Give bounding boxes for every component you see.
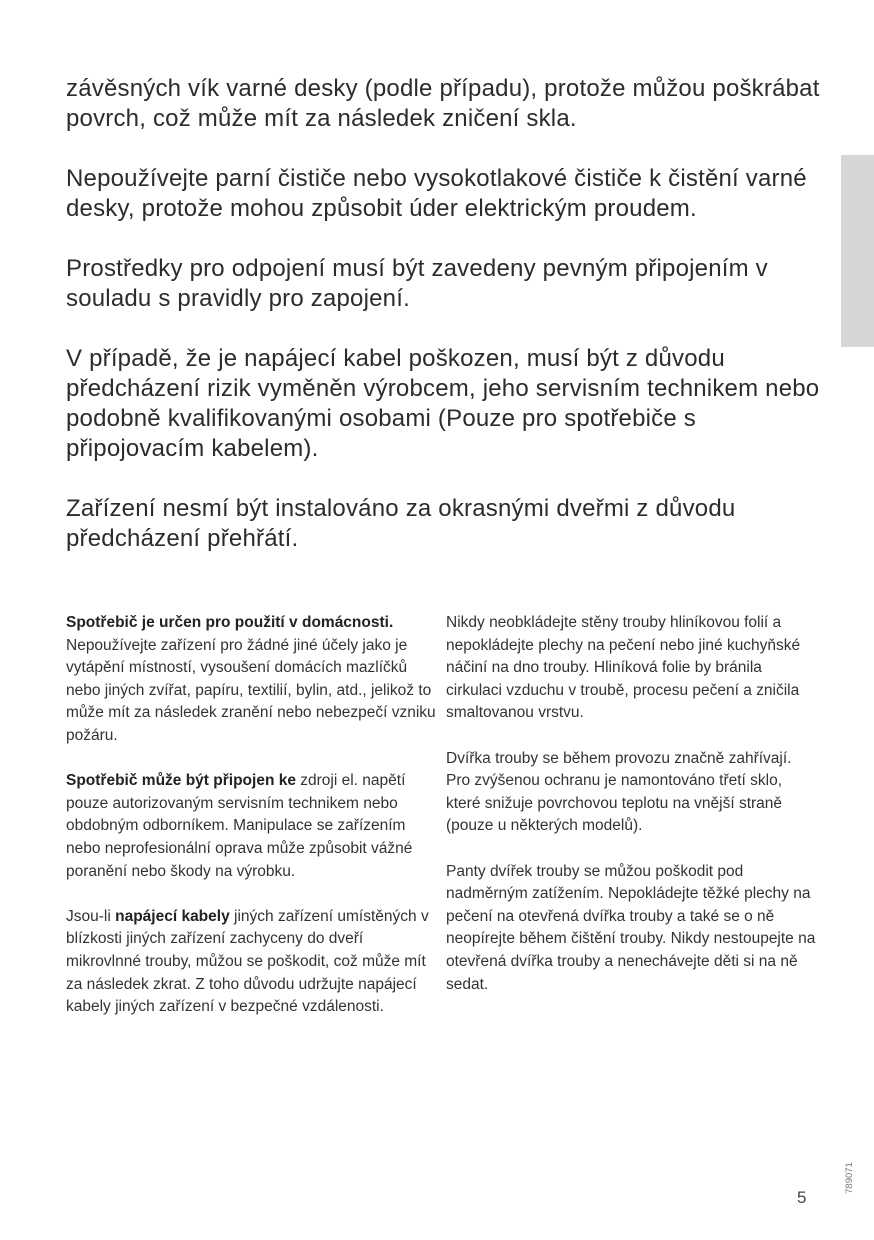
page-number: 5 bbox=[797, 1188, 807, 1207]
bold-lead: Spotřebič může být připojen ke bbox=[66, 772, 296, 790]
right-paragraph-door-heat: Dvířka trouby se během provozu značně zahřívají. Pro zvýšenou ochranu je namontováno třetí sklo, které snižuje povrchovou teplotu na vnější straně (pouze u některých modelů). bbox=[446, 749, 792, 835]
paragraph-text: Nepoužívejte zařízení pro žádné jiné účely jako je vytápění místností, vysoušení domácích mazlíčků nebo jiných zvířat, papíru, textilií, bylin, atd., jelikož to může mít za následek zranění nebo nebezpečí vzniku požáru. bbox=[66, 636, 436, 744]
document-code: 789071 bbox=[844, 1162, 855, 1194]
bold-phrase: napájecí kabely bbox=[115, 907, 230, 925]
right-paragraph-hinges: Panty dvířek trouby se můžou poškodit pod nadměrným zatížením. Nepokládejte těžké plechy na pečení na otevřená dvířka trouby a také se o ně neopírejte během čištění trouby. Nikdy nestoupejte na otevřená dvířka trouby a nenechávejte děti si na ně sedat. bbox=[446, 862, 816, 993]
bold-lead: Spotřebič je určen pro použití v domácnosti. bbox=[66, 614, 394, 631]
right-column bbox=[446, 612, 818, 1019]
left-paragraph-connection bbox=[66, 770, 438, 883]
paragraph-text: jiných zařízení umístěných v blízkosti jiných zařízení zachyceny do dveří mikrovlnné trouby, můžou se poškodit, což může mít za následek zkrat. Z toho důvodu udržujte napájecí kabely jiných zařízení v bezpečné vzdálenosti. bbox=[66, 907, 429, 1016]
intro-paragraph: V případě, že je napájecí kabel poškozen, musí být z důvodu předcházení rizik vyměněn výrobcem, jeho servisním technikem nebo podobně kvalifikovanými osobami (Pouze pro spotřebiče s připojovacím kabelem). bbox=[66, 345, 820, 462]
intro-paragraph: závěsných vík varné desky (podle případu), protože můžou poškrábat povrch, což může mít za následek zničení skla. bbox=[66, 75, 820, 132]
left-paragraph-power-cables bbox=[66, 906, 438, 1019]
left-column bbox=[66, 612, 438, 1041]
paragraph-text: Jsou-li bbox=[66, 907, 116, 925]
right-paragraph-foil: Nikdy neobkládejte stěny trouby hliníkovou folií a nepokládejte plechy na pečení nebo jiné kuchyňské náčiní na dno trouby. Hliníková folie by bránila cirkulaci vzduchu v troubě, procesu pečení a zničila smaltovanou vrstvu. bbox=[446, 614, 801, 722]
intro-section bbox=[66, 74, 836, 584]
section-side-tab bbox=[841, 155, 874, 347]
intro-paragraph: Prostředky pro odpojení musí být zavedeny pevným připojením v souladu s pravidly pro zapojení. bbox=[66, 255, 768, 312]
intro-paragraph: Zařízení nesmí být instalováno za okrasnými dveřmi z důvodu předcházení přehřátí. bbox=[66, 495, 736, 552]
left-paragraph-household-use bbox=[66, 612, 438, 748]
paragraph-text: zdroji el. napětí pouze autorizovaným servisním technikem nebo obdobným odborníkem. Manipulace se zařízením nebo neprofesionální oprava může způsobit vážné poranění nebo škody na výrobku. bbox=[66, 772, 413, 880]
intro-paragraph: Nepoužívejte parní čističe nebo vysokotlakové čističe k čistění varné desky, protože mohou způsobit úder elektrickým proudem. bbox=[66, 165, 807, 222]
